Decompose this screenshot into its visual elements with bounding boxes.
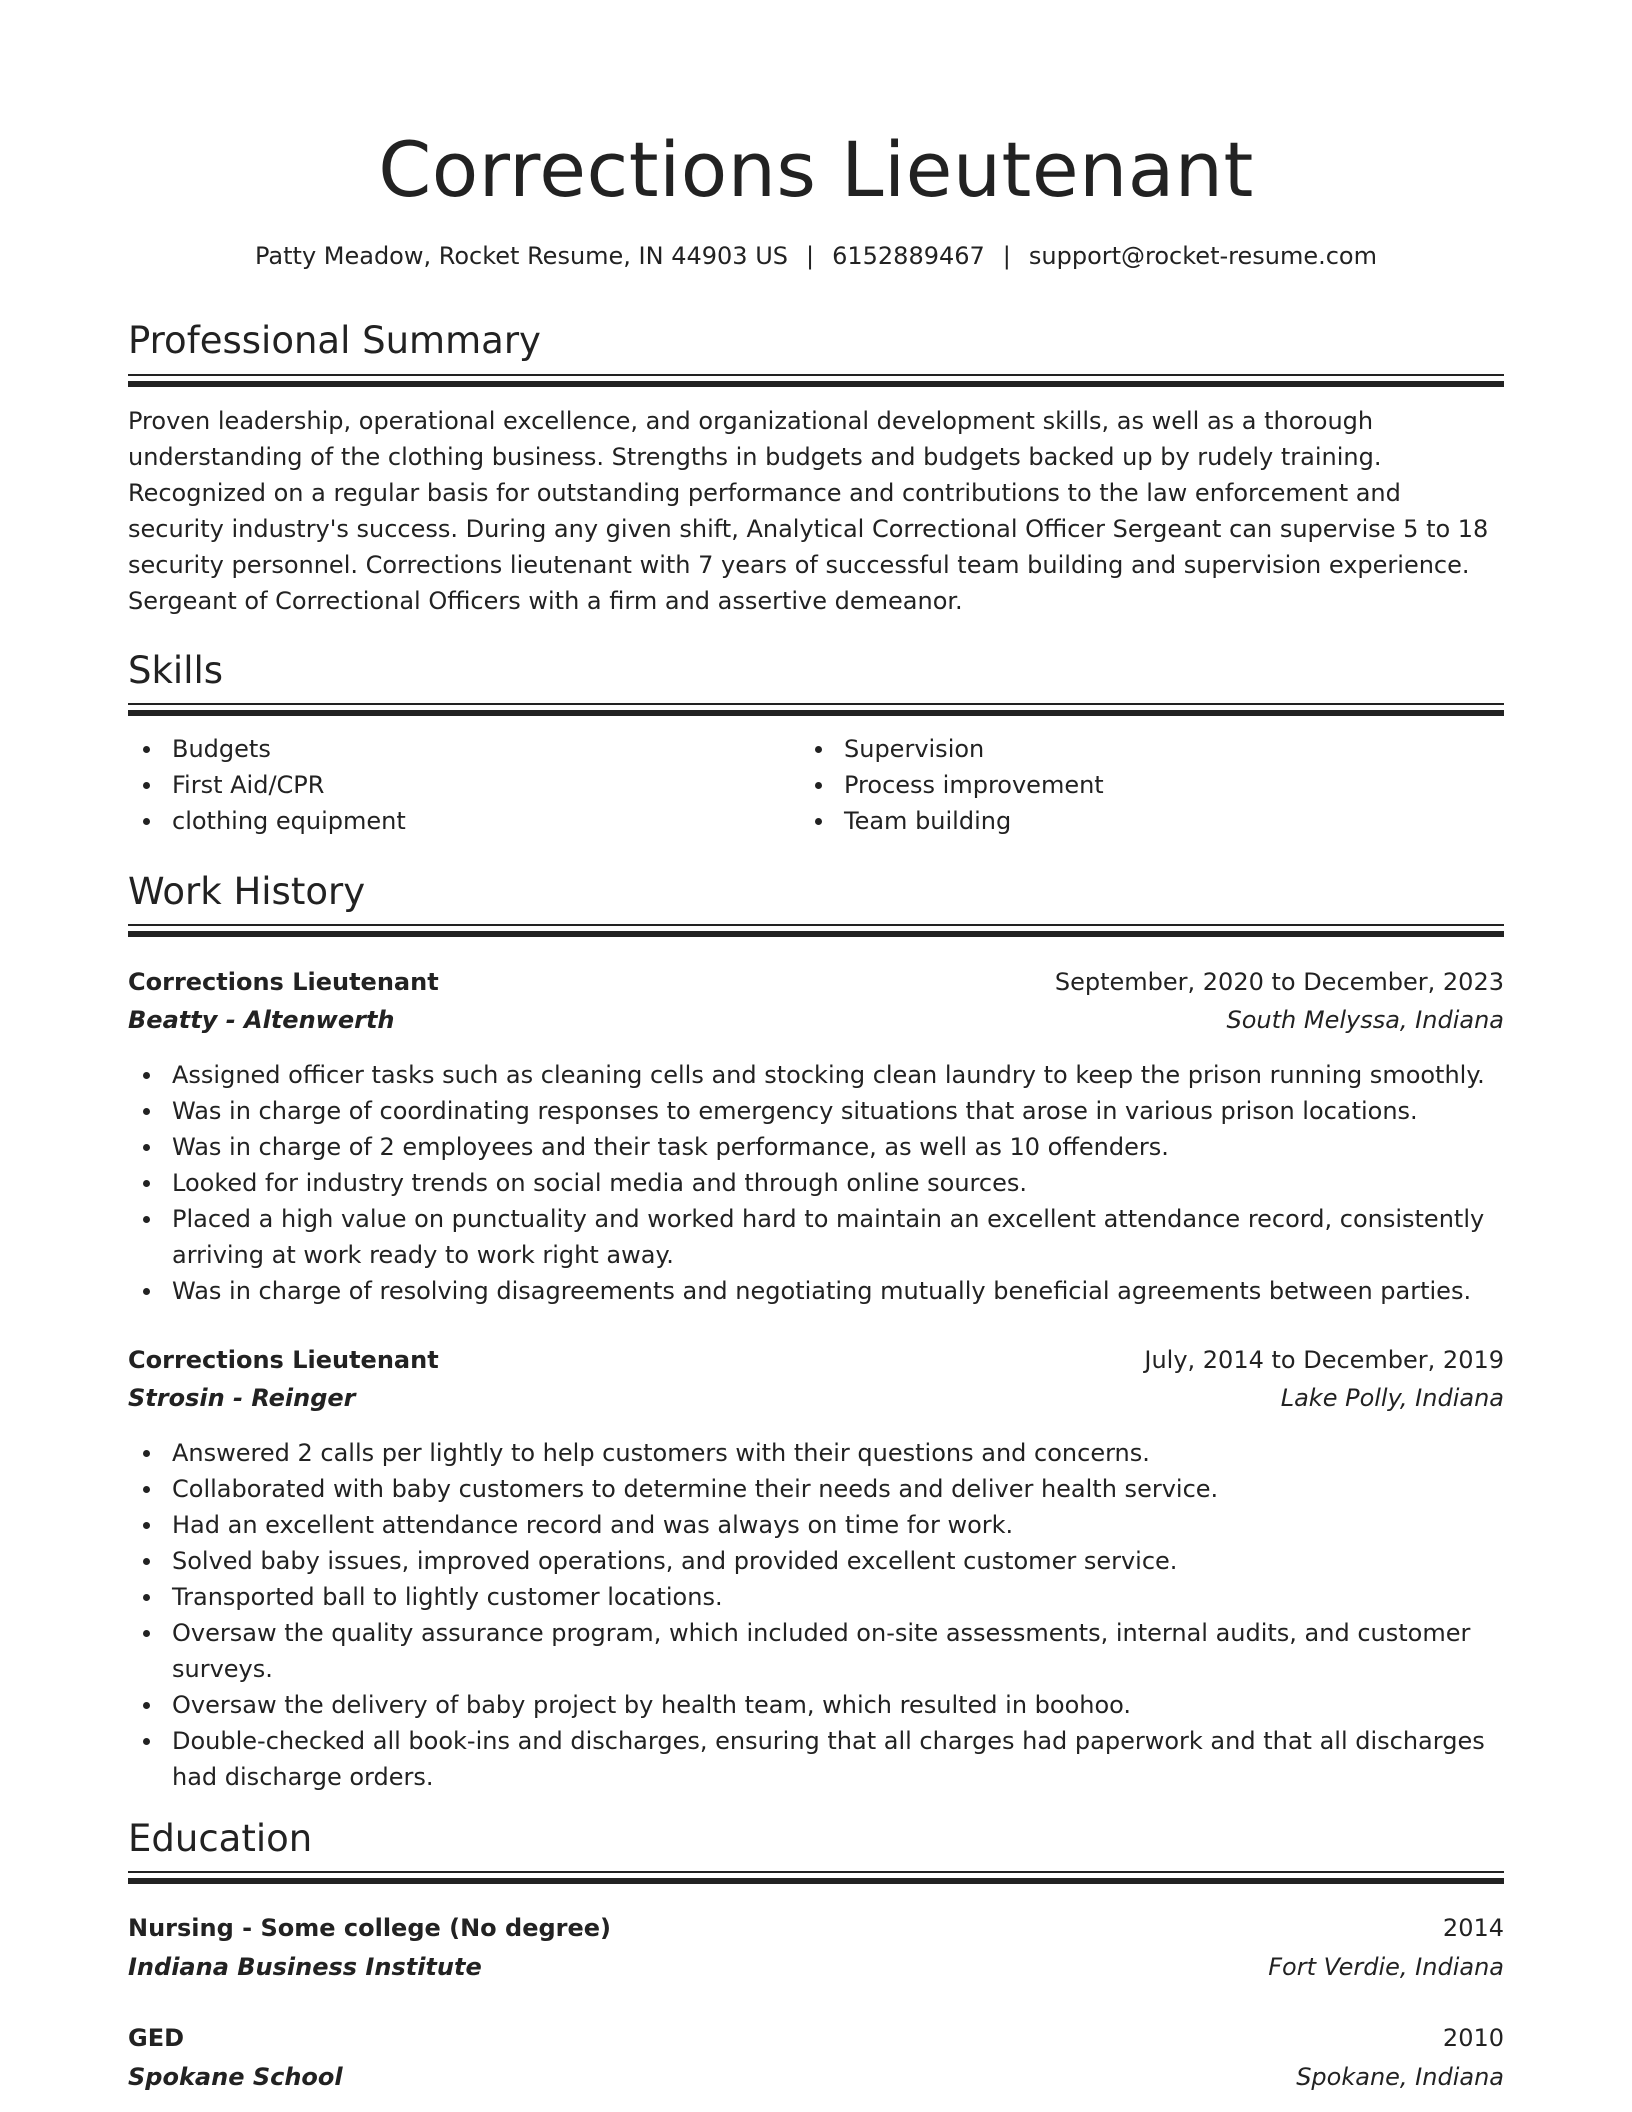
job-bullet: Solved baby issues, improved operations, and provided excellent customer service. xyxy=(128,1543,1504,1579)
section-divider xyxy=(128,703,1504,714)
education-degree: GED xyxy=(128,2024,185,2052)
job-title: Corrections Lieutenant xyxy=(128,1346,439,1374)
education-year: 2010 xyxy=(1442,2024,1504,2052)
section-heading-skills: Skills xyxy=(128,649,224,692)
job-bullet: Transported ball to lightly customer locations. xyxy=(128,1579,1504,1615)
resume-title: Corrections Lieutenant xyxy=(378,125,1254,214)
contact-separator: | xyxy=(806,242,815,270)
job-bullet: Looked for industry trends on social media and through online sources. xyxy=(128,1165,1504,1201)
education-header xyxy=(128,1910,1504,1946)
job-bullet: Oversaw the delivery of baby project by health team, which resulted in boohoo. xyxy=(128,1687,1504,1723)
skills-list-left xyxy=(128,731,808,839)
job-bullet: Was in charge of resolving disagreements and negotiating mutually beneficial agreements between parties. xyxy=(128,1273,1504,1309)
skill-item: Budgets xyxy=(128,731,808,767)
job-location: South Melyssa, Indiana xyxy=(1226,1006,1504,1034)
contact-line xyxy=(128,238,1504,274)
education-school: Spokane School xyxy=(128,2063,343,2091)
job-company: Strosin - Reinger xyxy=(128,1384,356,1412)
summary-text: Proven leadership, operational excellence, and organizational development skills, as well as a thorough understanding of the clothing business. Strengths in budgets and budgets backed up by rudely training. Recognized on a regular basis for outstanding performance and contributions to the law enforcement and security industry's success. During any given shift, Analytical Correctional Officer Sergeant can supervise 5 to 18 security personnel. Corrections lieutenant with 7 years of successful team building and supervision experience. Sergeant of Correctional Officers with a firm and assertive demeanor. xyxy=(128,407,1489,615)
skill-item: Supervision xyxy=(800,731,1480,767)
job-dates: July, 2014 to December, 2019 xyxy=(1144,1346,1504,1374)
education-school: Indiana Business Institute xyxy=(128,1953,482,1981)
section-heading-education: Education xyxy=(128,1817,313,1860)
job-bullet: Was in charge of coordinating responses to emergency situations that arose in various prison locations. xyxy=(128,1093,1504,1129)
job-bullets xyxy=(128,1057,1504,1309)
job-subheader xyxy=(128,1380,1504,1416)
job-header xyxy=(128,964,1504,1000)
job-bullet: Oversaw the quality assurance program, which included on-site assessments, internal audits, and customer surveys. xyxy=(128,1615,1504,1687)
skill-item: First Aid/CPR xyxy=(128,767,808,803)
section-heading-work-history: Work History xyxy=(128,870,366,913)
job-title: Corrections Lieutenant xyxy=(128,968,439,996)
skill-item: Process improvement xyxy=(800,767,1480,803)
education-degree: Nursing - Some college (No degree) xyxy=(128,1914,612,1942)
section-divider xyxy=(128,924,1504,935)
job-dates: September, 2020 to December, 2023 xyxy=(1054,968,1504,996)
education-subheader xyxy=(128,1949,1504,1985)
education-location: Spokane, Indiana xyxy=(1296,2063,1504,2091)
section-heading-summary: Professional Summary xyxy=(128,319,541,362)
contact-phone: 6152889467 xyxy=(832,242,985,270)
skills-list-right xyxy=(800,731,1480,839)
skill-item: clothing equipment xyxy=(128,803,808,839)
skill-item: Team building xyxy=(800,803,1480,839)
section-divider xyxy=(128,1871,1504,1882)
job-bullet: Collaborated with baby customers to determine their needs and deliver health service. xyxy=(128,1471,1504,1507)
contact-email: support@rocket-resume.com xyxy=(1028,242,1377,270)
education-subheader xyxy=(128,2059,1504,2095)
job-subheader xyxy=(128,1002,1504,1038)
job-bullets xyxy=(128,1435,1504,1795)
section-divider xyxy=(128,374,1504,385)
job-company: Beatty - Altenwerth xyxy=(128,1006,395,1034)
job-bullet: Had an excellent attendance record and was always on time for work. xyxy=(128,1507,1504,1543)
job-bullet: Answered 2 calls per lightly to help customers with their questions and concerns. xyxy=(128,1435,1504,1471)
job-bullet: Was in charge of 2 employees and their task performance, as well as 10 offenders. xyxy=(128,1129,1504,1165)
job-bullet: Assigned officer tasks such as cleaning cells and stocking clean laundry to keep the prison running smoothly. xyxy=(128,1057,1504,1093)
job-bullet: Double-checked all book-ins and discharges, ensuring that all charges had paperwork and that all discharges had discharge orders. xyxy=(128,1723,1504,1795)
job-location: Lake Polly, Indiana xyxy=(1280,1384,1504,1412)
job-bullet: Placed a high value on punctuality and worked hard to maintain an excellent attendance record, consistently arriving at work ready to work right away. xyxy=(128,1201,1504,1273)
education-location: Fort Verdie, Indiana xyxy=(1268,1953,1504,1981)
contact-address: Patty Meadow, Rocket Resume, IN 44903 US xyxy=(255,242,788,270)
education-header xyxy=(128,2020,1504,2056)
education-year: 2014 xyxy=(1442,1914,1504,1942)
job-header xyxy=(128,1342,1504,1378)
contact-separator: | xyxy=(1002,242,1011,270)
